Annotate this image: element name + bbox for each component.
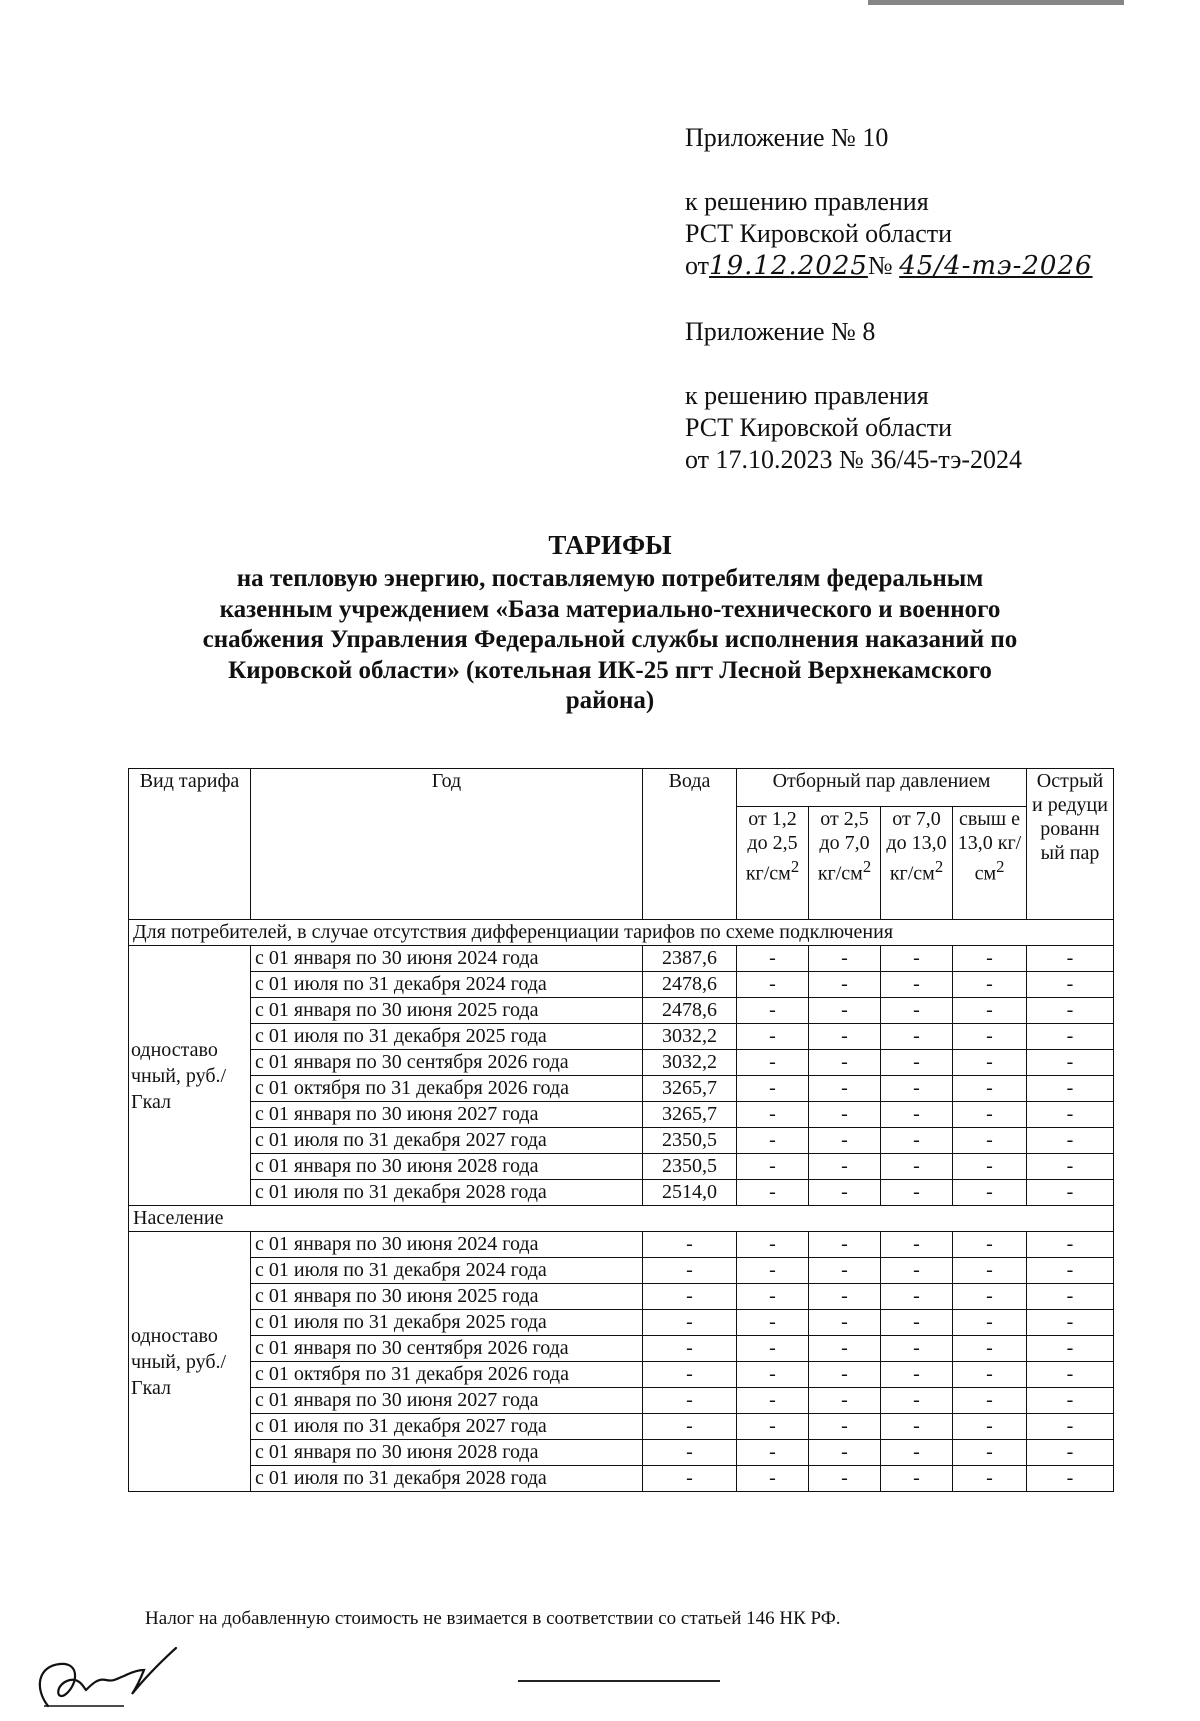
steam-value-cell: - xyxy=(737,1076,809,1102)
steam-value-cell: - xyxy=(881,1414,953,1440)
steam-value-cell: - xyxy=(737,946,809,972)
table-row xyxy=(129,1388,1114,1414)
steam-value-cell: - xyxy=(953,1102,1027,1128)
attachment-10-handwritten-date: 19.12.2025 xyxy=(709,251,868,281)
period-cell: с 01 июля по 31 декабря 2028 года xyxy=(251,1466,643,1492)
header-steam-group: Отборный пар давлением xyxy=(737,769,1027,807)
water-value-cell: - xyxy=(643,1466,737,1492)
tariff-kind-cell: одноставо чный, руб./Гкал xyxy=(129,1232,251,1492)
steam-value-cell: - xyxy=(737,1154,809,1180)
document-subtitle-line: на тепловую энергию, поставляемую потребителям федеральным xyxy=(236,565,984,592)
section-title: Население xyxy=(129,1206,1114,1232)
steam-value-cell: - xyxy=(881,1180,953,1206)
steam-value-cell: - xyxy=(737,1440,809,1466)
attachment-10-title: Приложение № 10 xyxy=(685,123,889,152)
steam-value-cell: - xyxy=(881,1232,953,1258)
steam-value-cell: - xyxy=(953,1336,1027,1362)
period-cell: с 01 января по 30 сентября 2026 года xyxy=(251,1050,643,1076)
water-value-cell: 2478,6 xyxy=(643,998,737,1024)
steam-value-cell: - xyxy=(881,1154,953,1180)
water-value-cell: 2350,5 xyxy=(643,1154,737,1180)
water-value-cell: 2350,5 xyxy=(643,1128,737,1154)
steam-value-cell: - xyxy=(1027,1284,1114,1310)
header-water: Вода xyxy=(643,769,737,920)
table-row xyxy=(129,1440,1114,1466)
steam-value-cell: - xyxy=(953,1466,1027,1492)
steam-value-cell: - xyxy=(737,1102,809,1128)
steam-value-cell: - xyxy=(737,1284,809,1310)
document-subtitle-line: снабжения Управления Федеральной службы исполнения наказаний по xyxy=(202,626,1018,653)
steam-value-cell: - xyxy=(737,1024,809,1050)
steam-value-cell: - xyxy=(1027,998,1114,1024)
steam-value-cell: - xyxy=(737,1128,809,1154)
table-row xyxy=(129,1180,1114,1206)
steam-value-cell: - xyxy=(737,1050,809,1076)
period-cell: с 01 января по 30 июня 2025 года xyxy=(251,1284,643,1310)
attachment-10-date-line xyxy=(685,250,1093,282)
steam-value-cell: - xyxy=(737,1336,809,1362)
steam-value-cell: - xyxy=(881,1128,953,1154)
steam-value-cell: - xyxy=(1027,1336,1114,1362)
water-value-cell: 3032,2 xyxy=(643,1050,737,1076)
period-cell: с 01 января по 30 июня 2028 года xyxy=(251,1440,643,1466)
table-row xyxy=(129,1414,1114,1440)
steam-value-cell: - xyxy=(809,1024,881,1050)
period-cell: с 01 июля по 31 декабря 2027 года xyxy=(251,1128,643,1154)
steam-value-cell: - xyxy=(953,1180,1027,1206)
steam-value-cell: - xyxy=(809,946,881,972)
water-value-cell: - xyxy=(643,1362,737,1388)
period-cell: с 01 января по 30 июня 2024 года xyxy=(251,946,643,972)
steam-value-cell: - xyxy=(881,1362,953,1388)
steam-value-cell: - xyxy=(1027,1466,1114,1492)
document-subtitle-line: казенным учреждением «База материально-технического и военного xyxy=(219,595,1001,623)
steam-value-cell: - xyxy=(953,1024,1027,1050)
period-cell: с 01 июля по 31 декабря 2025 года xyxy=(251,1310,643,1336)
period-cell: с 01 июля по 31 декабря 2024 года xyxy=(251,972,643,998)
water-value-cell: - xyxy=(643,1258,737,1284)
steam-value-cell: - xyxy=(809,1102,881,1128)
steam-value-cell: - xyxy=(953,1076,1027,1102)
table-row xyxy=(129,1232,1114,1258)
steam-value-cell: - xyxy=(881,1440,953,1466)
steam-value-cell: - xyxy=(953,1050,1027,1076)
header-pressure-2: от 2,5 до 7,0 $кг/см^2$ xyxy=(809,807,881,920)
signature-icon xyxy=(20,1618,180,1708)
steam-value-cell: - xyxy=(1027,1180,1114,1206)
document-subtitle-line: Кировской области» (котельная ИК-25 пгт Лесной Верхнекамского xyxy=(228,656,992,684)
steam-value-cell: - xyxy=(953,1440,1027,1466)
steam-value-cell: - xyxy=(953,1258,1027,1284)
water-value-cell: - xyxy=(643,1336,737,1362)
steam-value-cell: - xyxy=(953,1388,1027,1414)
steam-value-cell: - xyxy=(881,1336,953,1362)
steam-value-cell: - xyxy=(809,1154,881,1180)
table-row xyxy=(129,1466,1114,1492)
steam-value-cell: - xyxy=(953,972,1027,998)
table-row xyxy=(129,1102,1114,1128)
steam-value-cell: - xyxy=(1027,1102,1114,1128)
table-row xyxy=(129,1310,1114,1336)
water-value-cell: 3265,7 xyxy=(643,1102,737,1128)
steam-value-cell: - xyxy=(1027,1388,1114,1414)
steam-value-cell: - xyxy=(1027,1362,1114,1388)
steam-value-cell: - xyxy=(737,1310,809,1336)
steam-value-cell: - xyxy=(737,1232,809,1258)
steam-value-cell: - xyxy=(881,972,953,998)
header-pressure-1: от 1,2 до 2,5 $кг/см^2$ xyxy=(737,807,809,920)
table-row xyxy=(129,1024,1114,1050)
header-pressure-3: от 7,0 до 13,0 $кг/см^2$ xyxy=(881,807,953,920)
water-value-cell: - xyxy=(643,1232,737,1258)
table-row xyxy=(129,1050,1114,1076)
steam-value-cell: - xyxy=(809,1128,881,1154)
steam-value-cell: - xyxy=(1027,1154,1114,1180)
water-value-cell: - xyxy=(643,1310,737,1336)
water-value-cell: 2514,0 xyxy=(643,1180,737,1206)
attachment-8-line-1: к решению правления xyxy=(685,381,929,410)
steam-value-cell: - xyxy=(809,1180,881,1206)
table-row xyxy=(129,998,1114,1024)
scan-edge-mark xyxy=(868,0,1124,5)
period-cell: с 01 января по 30 июня 2024 года xyxy=(251,1232,643,1258)
period-cell: с 01 января по 30 сентября 2026 года xyxy=(251,1336,643,1362)
document-heading xyxy=(110,528,1110,717)
table-row xyxy=(129,1128,1114,1154)
steam-value-cell: - xyxy=(953,998,1027,1024)
steam-value-cell: - xyxy=(809,1362,881,1388)
attachment-10-from: от xyxy=(685,251,710,280)
header-kind: Вид тарифа xyxy=(129,769,251,920)
steam-value-cell: - xyxy=(881,1466,953,1492)
steam-value-cell: - xyxy=(809,1440,881,1466)
period-cell: с 01 июля по 31 декабря 2028 года xyxy=(251,1180,643,1206)
steam-value-cell: - xyxy=(809,1284,881,1310)
steam-value-cell: - xyxy=(737,1388,809,1414)
steam-value-cell: - xyxy=(953,1414,1027,1440)
steam-value-cell: - xyxy=(881,1310,953,1336)
period-cell: с 01 января по 30 июня 2028 года xyxy=(251,1154,643,1180)
tariffs-table-body xyxy=(129,920,1114,1492)
attachment-8-title: Приложение № 8 xyxy=(685,317,876,346)
period-cell: с 01 января по 30 июня 2027 года xyxy=(251,1102,643,1128)
table-row xyxy=(129,946,1114,972)
period-cell: с 01 июля по 31 декабря 2027 года xyxy=(251,1414,643,1440)
table-row xyxy=(129,1336,1114,1362)
section-row xyxy=(129,1206,1114,1232)
water-value-cell: 3265,7 xyxy=(643,1076,737,1102)
steam-value-cell: - xyxy=(881,1076,953,1102)
steam-value-cell: - xyxy=(1027,1414,1114,1440)
vat-footnote: Налог на добавленную стоимость не взимается в соответствии со статьей 146 НК РФ. xyxy=(145,1608,841,1629)
attachment-10-block xyxy=(685,122,1093,282)
steam-value-cell: - xyxy=(881,998,953,1024)
steam-value-cell: - xyxy=(953,1284,1027,1310)
steam-value-cell: - xyxy=(809,1388,881,1414)
steam-value-cell: - xyxy=(1027,972,1114,998)
water-value-cell: - xyxy=(643,1440,737,1466)
steam-value-cell: - xyxy=(809,1414,881,1440)
water-value-cell: - xyxy=(643,1414,737,1440)
steam-value-cell: - xyxy=(809,1466,881,1492)
header-pressure-4: свыш е 13,0 $кг/см^2$ xyxy=(953,807,1027,920)
steam-value-cell: - xyxy=(881,1050,953,1076)
tariff-kind-cell: одноставо чный, руб./Гкал xyxy=(129,946,251,1206)
period-cell: с 01 июля по 31 декабря 2024 года xyxy=(251,1258,643,1284)
steam-value-cell: - xyxy=(881,1284,953,1310)
attachment-8-line-2: РСТ Кировской области xyxy=(685,413,953,442)
steam-value-cell: - xyxy=(953,1362,1027,1388)
closing-rule xyxy=(518,1680,720,1682)
tariffs-table xyxy=(128,768,1114,1492)
steam-value-cell: - xyxy=(809,1336,881,1362)
steam-value-cell: - xyxy=(953,1128,1027,1154)
table-row xyxy=(129,1076,1114,1102)
attachment-10-line-2: РСТ Кировской области xyxy=(685,219,953,248)
steam-value-cell: - xyxy=(1027,1050,1114,1076)
steam-value-cell: - xyxy=(809,1258,881,1284)
steam-value-cell: - xyxy=(737,1414,809,1440)
document-subtitle-line: района) xyxy=(565,687,655,714)
table-row xyxy=(129,1284,1114,1310)
steam-value-cell: - xyxy=(737,972,809,998)
steam-value-cell: - xyxy=(1027,1128,1114,1154)
document-title: ТАРИФЫ xyxy=(548,530,672,560)
table-row xyxy=(129,1362,1114,1388)
period-cell: с 01 октября по 31 декабря 2026 года xyxy=(251,1362,643,1388)
steam-value-cell: - xyxy=(1027,1258,1114,1284)
steam-value-cell: - xyxy=(737,1466,809,1492)
attachment-8-block xyxy=(685,316,1022,476)
period-cell: с 01 октября по 31 декабря 2026 года xyxy=(251,1076,643,1102)
section-title: Для потребителей, в случае отсутствия дифференциации тарифов по схеме подключения xyxy=(129,920,1114,946)
water-value-cell: - xyxy=(643,1284,737,1310)
header-row-1 xyxy=(129,769,1114,807)
steam-value-cell: - xyxy=(809,1050,881,1076)
period-cell: с 01 июля по 31 декабря 2025 года xyxy=(251,1024,643,1050)
water-value-cell: 3032,2 xyxy=(643,1024,737,1050)
period-cell: с 01 января по 30 июня 2025 года xyxy=(251,998,643,1024)
steam-value-cell: - xyxy=(1027,1440,1114,1466)
steam-value-cell: - xyxy=(953,1310,1027,1336)
steam-value-cell: - xyxy=(1027,1024,1114,1050)
table-row xyxy=(129,972,1114,998)
attachment-10-number-sign: № xyxy=(867,251,893,280)
table-row xyxy=(129,1258,1114,1284)
attachment-8-line-3: от 17.10.2023 № 36/45-тэ-2024 xyxy=(685,445,1023,474)
header-sharp-steam: Острый и редуци рованн ый пар xyxy=(1027,769,1114,920)
period-cell: с 01 января по 30 июня 2027 года xyxy=(251,1388,643,1414)
steam-value-cell: - xyxy=(1027,946,1114,972)
water-value-cell: 2387,6 xyxy=(643,946,737,972)
steam-value-cell: - xyxy=(881,1388,953,1414)
steam-value-cell: - xyxy=(1027,1310,1114,1336)
steam-value-cell: - xyxy=(737,1258,809,1284)
attachment-10-line-1: к решению правления xyxy=(685,187,929,216)
section-row xyxy=(129,920,1114,946)
steam-value-cell: - xyxy=(809,1310,881,1336)
steam-value-cell: - xyxy=(1027,1232,1114,1258)
steam-value-cell: - xyxy=(737,1180,809,1206)
attachment-10-handwritten-number: 45/4-тэ-2026 xyxy=(899,251,1093,281)
steam-value-cell: - xyxy=(953,1232,1027,1258)
steam-value-cell: - xyxy=(881,1024,953,1050)
steam-value-cell: - xyxy=(881,946,953,972)
steam-value-cell: - xyxy=(809,1076,881,1102)
water-value-cell: - xyxy=(643,1388,737,1414)
steam-value-cell: - xyxy=(809,972,881,998)
water-value-cell: 2478,6 xyxy=(643,972,737,998)
steam-value-cell: - xyxy=(881,1102,953,1128)
steam-value-cell: - xyxy=(809,1232,881,1258)
header-year: Год xyxy=(251,769,643,920)
steam-value-cell: - xyxy=(953,946,1027,972)
steam-value-cell: - xyxy=(737,1362,809,1388)
steam-value-cell: - xyxy=(881,1258,953,1284)
steam-value-cell: - xyxy=(1027,1076,1114,1102)
steam-value-cell: - xyxy=(953,1154,1027,1180)
steam-value-cell: - xyxy=(809,998,881,1024)
steam-value-cell: - xyxy=(737,998,809,1024)
table-row xyxy=(129,1154,1114,1180)
